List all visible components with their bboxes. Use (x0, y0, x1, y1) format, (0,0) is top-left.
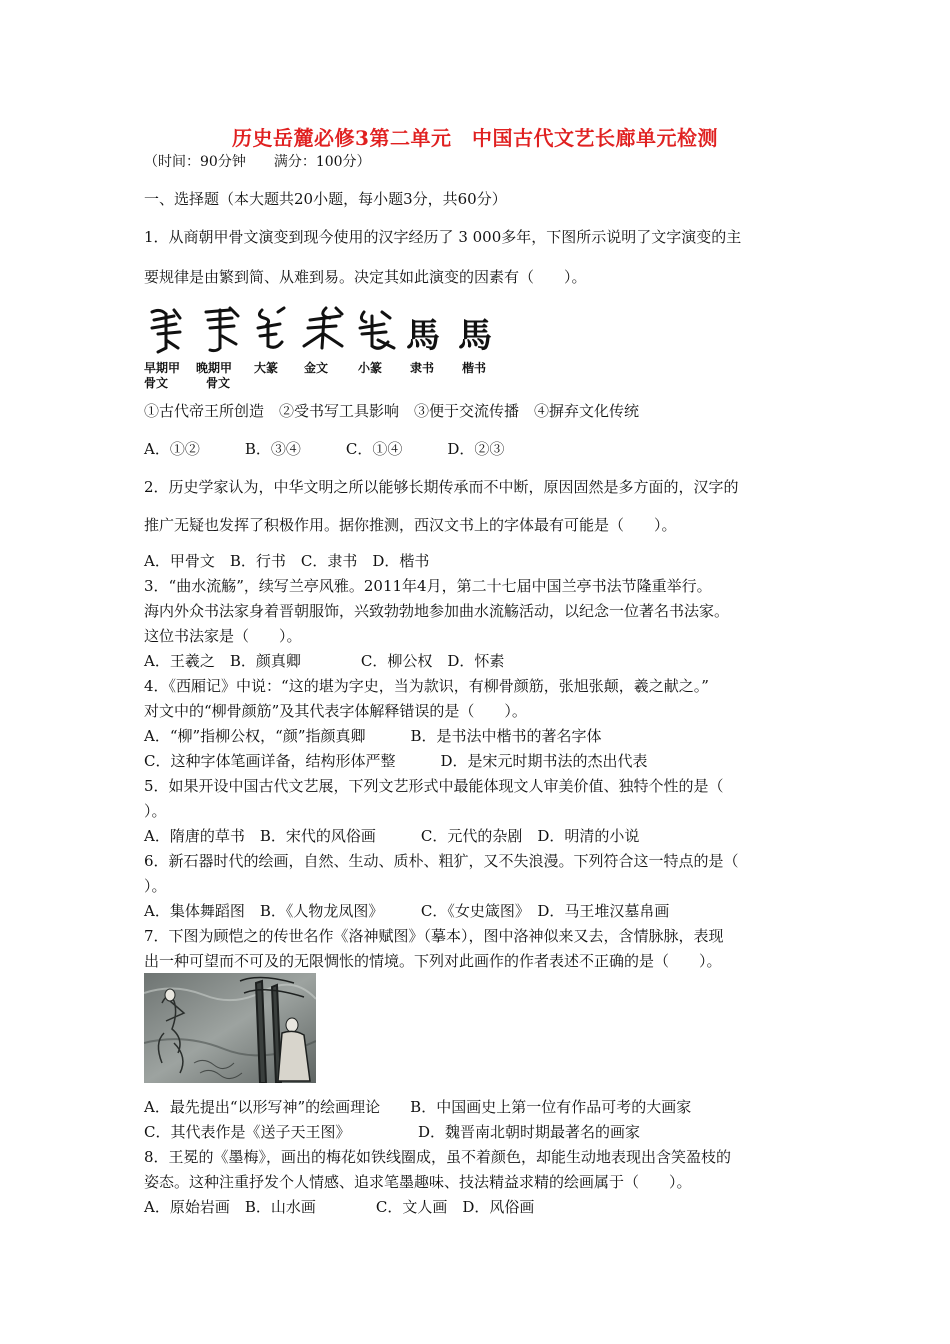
q6-stem-line2: ）。 (144, 877, 167, 895)
section-heading: 一、选择题（本大题共20小题，每小题3分，共60分） (144, 190, 507, 208)
q7-options-ab: A．最先提出“以形写神”的绘画理论 B．中国画史上第一位有作品可考的大画家 (144, 1098, 692, 1116)
label-early-oracle: 早期甲 骨文 (144, 361, 181, 390)
clerical-script-glyph: 馬 (406, 316, 440, 356)
label-small-seal: 小篆 (358, 361, 383, 375)
small-seal-glyph (354, 306, 398, 354)
q4-options-ab: A．“柳”指柳公权，“颜”指颜真卿 B．是书法中楷书的著名字体 (144, 727, 602, 745)
character-evolution-figure (144, 300, 504, 395)
q1-stem-line2: 要规律是由繁到简、从难到易。决定其如此演变的因素有（ ）。 (144, 268, 587, 286)
q4-stem-line1: 4．《西厢记》中说：“这的堪为字史，当为款识，有柳骨颜筋，张旭张颠，羲之献之。” (144, 677, 709, 695)
label-large-seal: 大篆 (254, 361, 279, 375)
q1-stem-line1: 1．从商朝甲骨文演变到现今使用的汉字经历了 3 000多年，下图所示说明了文字演变的主 (144, 228, 742, 246)
label-regular: 楷书 (462, 361, 487, 375)
label-late-oracle: 晚期甲 骨文 (196, 361, 233, 390)
q8-stem-line1: 8．王冕的《墨梅》，画出的梅花如铁线圈成，虽不着颜色，却能生动地表现出含笑盈枝的 (144, 1148, 732, 1166)
label-bronze: 金文 (304, 361, 329, 375)
q3-options: A．王羲之 B．颜真卿 C．柳公权 D．怀素 (144, 652, 505, 670)
q7-stem-line1: 7．下图为顾恺之的传世名作《洛神赋图》（摹本），图中洛神似来又去，含情脉脉，表现 (144, 927, 724, 945)
early-oracle-glyph (144, 304, 188, 354)
q1-options: A．①② B．③④ C．①④ D．②③ (144, 440, 505, 458)
large-seal-glyph (250, 304, 292, 354)
q5-stem-line1: 5．如果开设中国古代文艺展，下列文艺形式中最能体现文人审美价值、独特个性的是（ (144, 777, 724, 795)
q5-stem-line2: ）。 (144, 802, 167, 820)
q7-stem-line2: 出一种可望而不可及的无限惆怅的情境。下列对此画作的作者表述不正确的是（ ）。 (144, 952, 722, 970)
label-clerical: 隶书 (410, 361, 435, 375)
page-title: 历史岳麓必修3第二单元 中国古代文艺长廊单元检测 (232, 126, 718, 150)
q8-options: A．原始岩画 B．山水画 C．文人画 D．风俗画 (144, 1198, 535, 1216)
exam-time-info: （时间：90分钟 满分：100分） (144, 154, 371, 170)
luoshen-painting-image (144, 973, 316, 1083)
late-oracle-glyph (200, 304, 244, 354)
q2-stem-line2: 推广无疑也发挥了积极作用。据你推测，西汉文书上的字体最有可能是（ ）。 (144, 516, 677, 534)
q6-options: A．集体舞蹈图 B．《人物龙凤图》 C．《女史箴图》 D．马王堆汉墓帛画 (144, 902, 670, 920)
regular-script-glyph: 馬 (458, 316, 492, 356)
q5-options: A．隋唐的草书 B．宋代的风俗画 C．元代的杂剧 D．明清的小说 (144, 827, 640, 845)
q1-items: ①古代帝王所创造 ②受书写工具影响 ③便于交流传播 ④摒弃文化传统 (144, 402, 640, 420)
q2-stem-line1: 2．历史学家认为，中华文明之所以能够长期传承而不中断，原因固然是多方面的，汉字的 (144, 478, 739, 496)
q3-stem-line3: 这位书法家是（ ）。 (144, 627, 302, 645)
q4-options-cd: C．这种字体笔画详备，结构形体严整 D．是宋元时期书法的杰出代表 (144, 752, 648, 770)
q7-options-cd: C．其代表作是《送子天王图》 D．魏晋南北朝时期最著名的画家 (144, 1123, 641, 1141)
q4-stem-line2: 对文中的“柳骨颜筋”及其代表字体解释错误的是（ ）。 (144, 702, 527, 720)
q8-stem-line2: 姿态。这种注重抒发个人情感、追求笔墨趣味、技法精益求精的绘画属于（ ）。 (144, 1173, 692, 1191)
q2-options: A．甲骨文 B．行书 C．隶书 D．楷书 (144, 552, 430, 570)
q3-stem-line1: 3．“曲水流觞”，续写兰亭风雅。2011年4月，第二十七届中国兰亭书法节隆重举行。 (144, 577, 712, 595)
q6-stem-line1: 6．新石器时代的绘画，自然、生动、质朴、粗犷，又不失浪漫。下列符合这一特点的是（ (144, 852, 739, 870)
q3-stem-line2: 海内外众书法家身着晋朝服饰，兴致勃勃地参加曲水流觞活动，以纪念一位著名书法家。 (144, 602, 730, 620)
bronze-script-glyph (296, 304, 348, 354)
